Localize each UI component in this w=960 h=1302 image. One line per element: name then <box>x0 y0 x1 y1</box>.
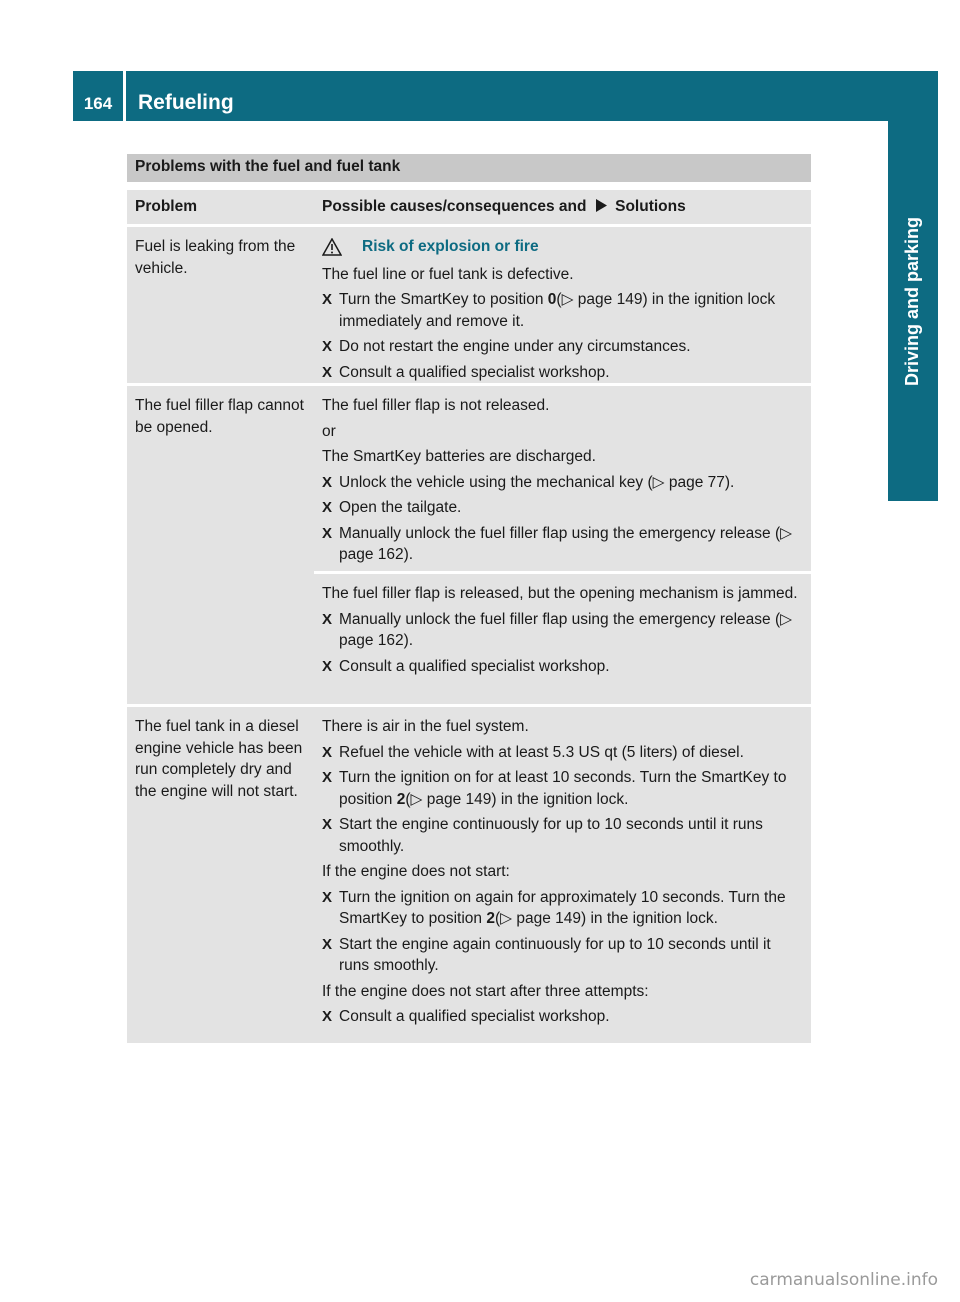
step-marker-icon: X <box>322 816 333 833</box>
play-arrow-icon <box>595 199 607 212</box>
solution-cell <box>314 227 811 383</box>
cause-text: The SmartKey batteries are discharged. <box>322 448 596 465</box>
side-tab-label: Driving and parking <box>902 216 923 386</box>
step-marker-icon: X <box>322 935 333 953</box>
solution-cell <box>314 707 811 1043</box>
step-marker-icon: X <box>322 888 333 906</box>
solution-block <box>314 707 811 1043</box>
header-solution-text: Possible causes/consequences and <box>322 198 587 215</box>
table-header-row <box>127 190 811 224</box>
header-solution <box>314 198 811 216</box>
step-marker-icon: X <box>322 363 333 381</box>
list-item: X Turn the SmartKey to position 0(▷ page 149) in the ignition lock immediately and remove it. <box>322 291 776 330</box>
cause-text: or <box>322 422 336 440</box>
problem-cell: Fuel is leaking from the vehicle. <box>127 227 314 383</box>
list-item: X Unlock the vehicle using the mechanical key (▷ page 77). <box>322 472 803 494</box>
list-item: X Consult a qualified specialist workshop. <box>322 362 803 384</box>
solution-cell <box>314 386 811 704</box>
page-header <box>73 71 888 121</box>
watermark: carmanualsonline.info <box>749 1270 938 1290</box>
problem-cell: The fuel filler flap cannot be opened. <box>127 386 314 704</box>
table-row <box>127 227 811 383</box>
page-number: 164 <box>83 94 113 113</box>
list-item: X Start the engine continuously for up to 10 seconds until it runs smoothly. <box>322 816 763 855</box>
list-item: X Start the engine again continuously for up to 10 seconds until it runs smoothly. <box>322 935 771 974</box>
step-marker-icon: X <box>322 291 333 308</box>
fuel-problems-table <box>127 154 811 1043</box>
header-problem: Problem <box>135 198 198 215</box>
solution-block <box>314 386 811 571</box>
list-item: X Manually unlock the fuel filler flap using the emergency release (▷ page 162). <box>322 610 793 649</box>
list-item: X Do not restart the engine under any circumstances. <box>322 336 803 358</box>
table-title: Problems with the fuel and fuel tank <box>127 154 811 182</box>
side-tab-label-wrap <box>888 121 938 481</box>
step-marker-icon: X <box>322 1008 333 1025</box>
header-solution-tail: Solutions <box>615 198 686 215</box>
warning-triangle-icon <box>322 238 342 256</box>
list-item: X Turn the ignition on for at least 10 seconds. Turn the SmartKey to position 2(▷ page 149) in the ignition lock. <box>322 769 787 808</box>
list-item: X Consult a qualified specialist workshop. <box>322 656 803 678</box>
list-item: X Manually unlock the fuel filler flap using the emergency release (▷ page 162). <box>322 524 793 563</box>
cause-text: The fuel line or fuel tank is defective. <box>322 265 574 283</box>
warning-text: Risk of explosion or fire <box>362 238 539 255</box>
step-marker-icon: X <box>322 499 333 516</box>
step-marker-icon: X <box>322 743 333 761</box>
list-item: X Refuel the vehicle with at least 5.3 US qt (5 liters) of diesel. <box>322 742 803 764</box>
table-row <box>127 386 811 704</box>
list-item: X Open the tailgate. <box>322 497 803 519</box>
solution-block <box>314 227 811 383</box>
step-marker-icon: X <box>322 657 333 675</box>
condition-text: If the engine does not start after three attempts: <box>322 982 649 1000</box>
table-row <box>127 707 811 1043</box>
warning-line <box>322 236 803 258</box>
step-marker-icon: X <box>322 473 333 491</box>
step-marker-icon: X <box>322 610 333 628</box>
condition-text: If the engine does not start: <box>322 863 510 880</box>
cause-text: The fuel filler flap is not released. <box>322 397 550 414</box>
list-item: X Consult a qualified specialist workshop. <box>322 1006 803 1028</box>
solution-block <box>314 574 811 704</box>
step-marker-icon: X <box>322 524 333 542</box>
step-marker-icon: X <box>322 769 333 786</box>
cause-text: The fuel filler flap is released, but the opening mechanism is jammed. <box>322 585 798 602</box>
cause-text: There is air in the fuel system. <box>322 718 529 735</box>
step-marker-icon: X <box>322 338 333 355</box>
section-title: Refueling <box>138 91 234 114</box>
problem-cell: The fuel tank in a diesel engine vehicle has been run completely dry and the engine will not start. <box>127 707 314 1043</box>
list-item: X Turn the ignition on again for approximately 10 seconds. Turn the SmartKey to position 2(▷ page 149) in the ignition lock. <box>322 888 786 927</box>
